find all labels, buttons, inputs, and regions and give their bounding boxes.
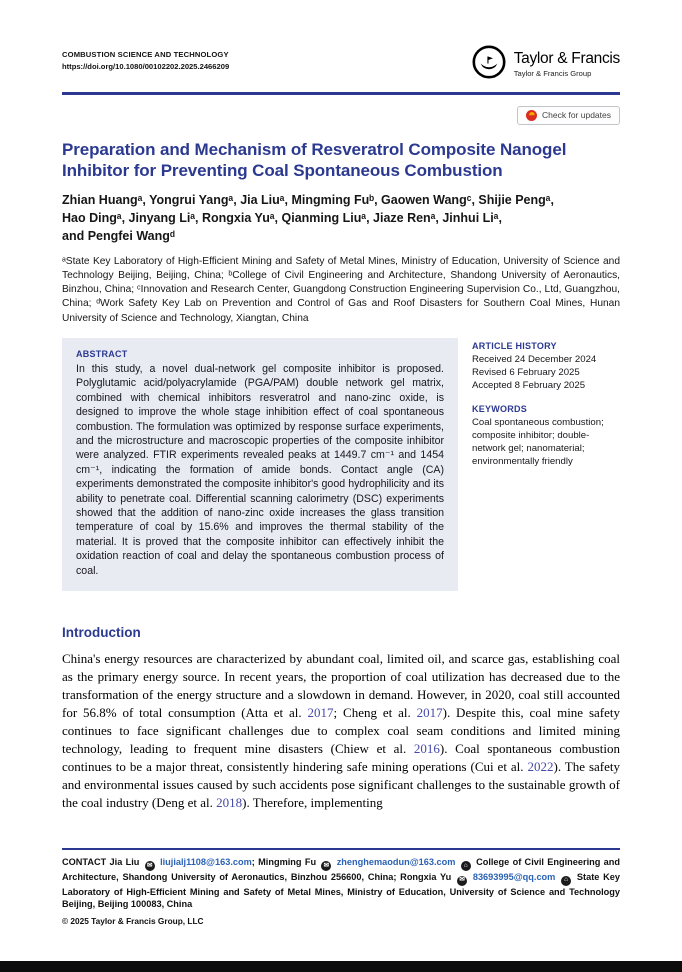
email-icon: ✉ bbox=[457, 876, 467, 886]
badge-row bbox=[62, 106, 620, 125]
publisher-logo bbox=[471, 44, 620, 85]
text-run: College of Civil Engineering and Architecture, Shandong University of Aeronautics, Binzhou 256600, China; Rongxia Yu bbox=[62, 857, 621, 882]
contact-block bbox=[62, 856, 620, 910]
page-header bbox=[62, 50, 620, 85]
contact-label: CONTACT bbox=[62, 857, 110, 867]
text-run: ; Mingming Fu bbox=[251, 857, 320, 867]
text-run: ). Coal spontaneous combustion continues to be a major threat, consistently hindering safe mining operations (Cui et al. bbox=[62, 740, 620, 774]
text-run: ). Therefore, implementing bbox=[242, 794, 383, 810]
text-run: ). The safety and environmental issues caused by such accidents pose significant challenges to the sustainable growth of the coal industry (Deng et al. bbox=[62, 758, 620, 810]
citation-link[interactable]: 2016 bbox=[413, 740, 440, 756]
contact-details bbox=[62, 857, 620, 909]
text-run: China's energy resources are characterized by abundant coal, limited oil, and scarce gas, establishing coal as the primary energy source. In recent years, the proportion of coal utilization has decreased due to the transformation of the energy structure and a slowdown in demand. However, in 2020, coal still accounted for 56.8% of total consumption (Atta et al. bbox=[62, 651, 620, 720]
address-icon: ⌂ bbox=[461, 861, 471, 871]
email-icon: ✉ bbox=[321, 861, 331, 871]
email-icon: ✉ bbox=[145, 861, 155, 871]
citation-link[interactable]: 2017 bbox=[307, 704, 334, 720]
article-title: Preparation and Mechanism of Resveratrol Composite Nanogel Inhibitor for Preventing Coal Spontaneous Combustion bbox=[62, 139, 567, 180]
journal-info bbox=[62, 50, 229, 71]
history-accepted: Accepted 8 February 2025 bbox=[472, 380, 586, 392]
copyright-notice: © 2025 Taylor & Francis Group, LLC bbox=[62, 915, 204, 926]
check-for-updates-button[interactable] bbox=[517, 106, 620, 125]
publisher-name: Taylor & Francis bbox=[513, 50, 620, 68]
article-info-sidebar bbox=[472, 338, 620, 591]
email-link[interactable]: zhenghemaodun@163.com bbox=[336, 857, 456, 867]
keywords-block bbox=[472, 404, 620, 469]
text-run: ; Cheng et al. bbox=[333, 704, 417, 720]
author-list bbox=[62, 192, 620, 245]
address-icon: ⌂ bbox=[561, 876, 571, 886]
abstract-label: ABSTRACT bbox=[76, 348, 128, 359]
history-received: Received 24 December 2024 bbox=[472, 353, 597, 365]
abstract-section bbox=[62, 338, 620, 591]
header-divider bbox=[62, 92, 620, 95]
viewport-bottom-bar bbox=[0, 961, 682, 972]
abstract-text: In this study, a novel dual-network gel composite inhibitor is proposed. Polyglutamic acid/polyacrylamide (PGA/PAM) double network gel matrix, combined with chemical inhibitors resveratrol and nano-zinc oxide, is designed to improve the whole stage inhibition effect of coal spontaneous combustion. The formulation was optimized by response surface experiments, and the microstructure and macroscopic properties of the composite inhibitor were analyzed. FTIR experiments revealed peaks at 1449.7 cm⁻¹ and 1454 cm⁻¹, indicating the formation of amide bonds. Contact angle (CA) experiments demonstrated the composite inhibitor's good hydrophilicity and its ability to penetrate coal. Differential scanning calorimetry (DSC) experiments showed that the addition of nano-zinc oxide increases the glass transition temperature of coal by 15.6% and improves the thermal stability of the material. It is proved that the composite inhibitor can effectively inhibit the oxidation reaction of coal and delay the spontaneous combustion process of coal. bbox=[76, 362, 444, 577]
publisher-group: Taylor & Francis Group bbox=[513, 68, 592, 78]
text-run: ). Despite this, coal mine safety continues to face significant challenges due to complex coal seam conditions and limited mining technology, leading to frequent mine disasters (Chiew et al. bbox=[62, 704, 620, 756]
author-line: Hao Dingᵃ, Jinyang Liᵃ, Rongxia Yuᵃ, Qianming Liuᵃ, Jiaze Renᵃ, Jinhui Liᵃ, bbox=[62, 211, 502, 226]
doi-link[interactable]: https://doi.org/10.1080/00102202.2025.2466209 bbox=[62, 62, 230, 71]
taylor-francis-logo-icon bbox=[471, 44, 507, 85]
keywords-text: Coal spontaneous combustion; composite inhibitor; double-network gel; nanomaterial; environmentally friendly bbox=[472, 416, 604, 468]
keywords-label: KEYWORDS bbox=[472, 403, 528, 414]
affiliations: ᵃState Key Laboratory of High-Efficient Mining and Safety of Metal Mines, Ministry of Education, University of Science and Technology Beijing, Beijing, China; ᵇCollege of Civil Engineering and Architecture, Shandong University of Aeronautics, Binzhou, China; ᶜInnovation and Research Center, Guangdong Construction Engineering Supervision Co., Ltd, Guangzhou, China; ᵈWork Safety Key Lab on Prevention and Control of Gas and Roof Disasters for Southern Coal Mines, Hunan University of Science and Technology, Xiangtan, China bbox=[62, 255, 620, 324]
history-revised: Revised 6 February 2025 bbox=[472, 367, 580, 379]
crossmark-icon bbox=[526, 110, 537, 121]
journal-name: COMBUSTION SCIENCE AND TECHNOLOGY bbox=[62, 50, 229, 59]
email-link[interactable]: 83693995@qq.com bbox=[472, 871, 556, 882]
citation-link[interactable]: 2022 bbox=[527, 758, 554, 774]
page-footer bbox=[62, 848, 620, 926]
article-history-label: ARTICLE HISTORY bbox=[472, 340, 557, 351]
abstract-box bbox=[62, 338, 458, 591]
section-heading-introduction: Introduction bbox=[62, 625, 141, 641]
footer-divider bbox=[62, 848, 620, 850]
text-run: State Key Laboratory of High-Efficient Mining and Safety of Metal Mines, Ministry of Education, University of Science and Technology Beijing, Beijing 100083, China bbox=[62, 871, 620, 909]
check-for-updates-label: Check for updates bbox=[542, 110, 611, 120]
email-link[interactable]: liujialj1108@163.com bbox=[160, 857, 252, 867]
author-line: and Pengfei Wangᵈ bbox=[62, 228, 175, 243]
text-run bbox=[455, 857, 458, 867]
article-history bbox=[472, 341, 620, 393]
publisher-wordmark bbox=[514, 51, 620, 78]
citation-link[interactable]: 2017 bbox=[416, 704, 443, 720]
text-run bbox=[555, 872, 559, 882]
text-run: Jia Liu bbox=[109, 857, 143, 867]
introduction-paragraph bbox=[62, 650, 620, 811]
citation-link[interactable]: 2018 bbox=[216, 794, 243, 810]
author-line: Zhian Huangᵃ, Yongrui Yangᵃ, Jia Liuᵃ, Mingming Fuᵇ, Gaowen Wangᶜ, Shijie Pengᵃ, bbox=[62, 193, 554, 208]
